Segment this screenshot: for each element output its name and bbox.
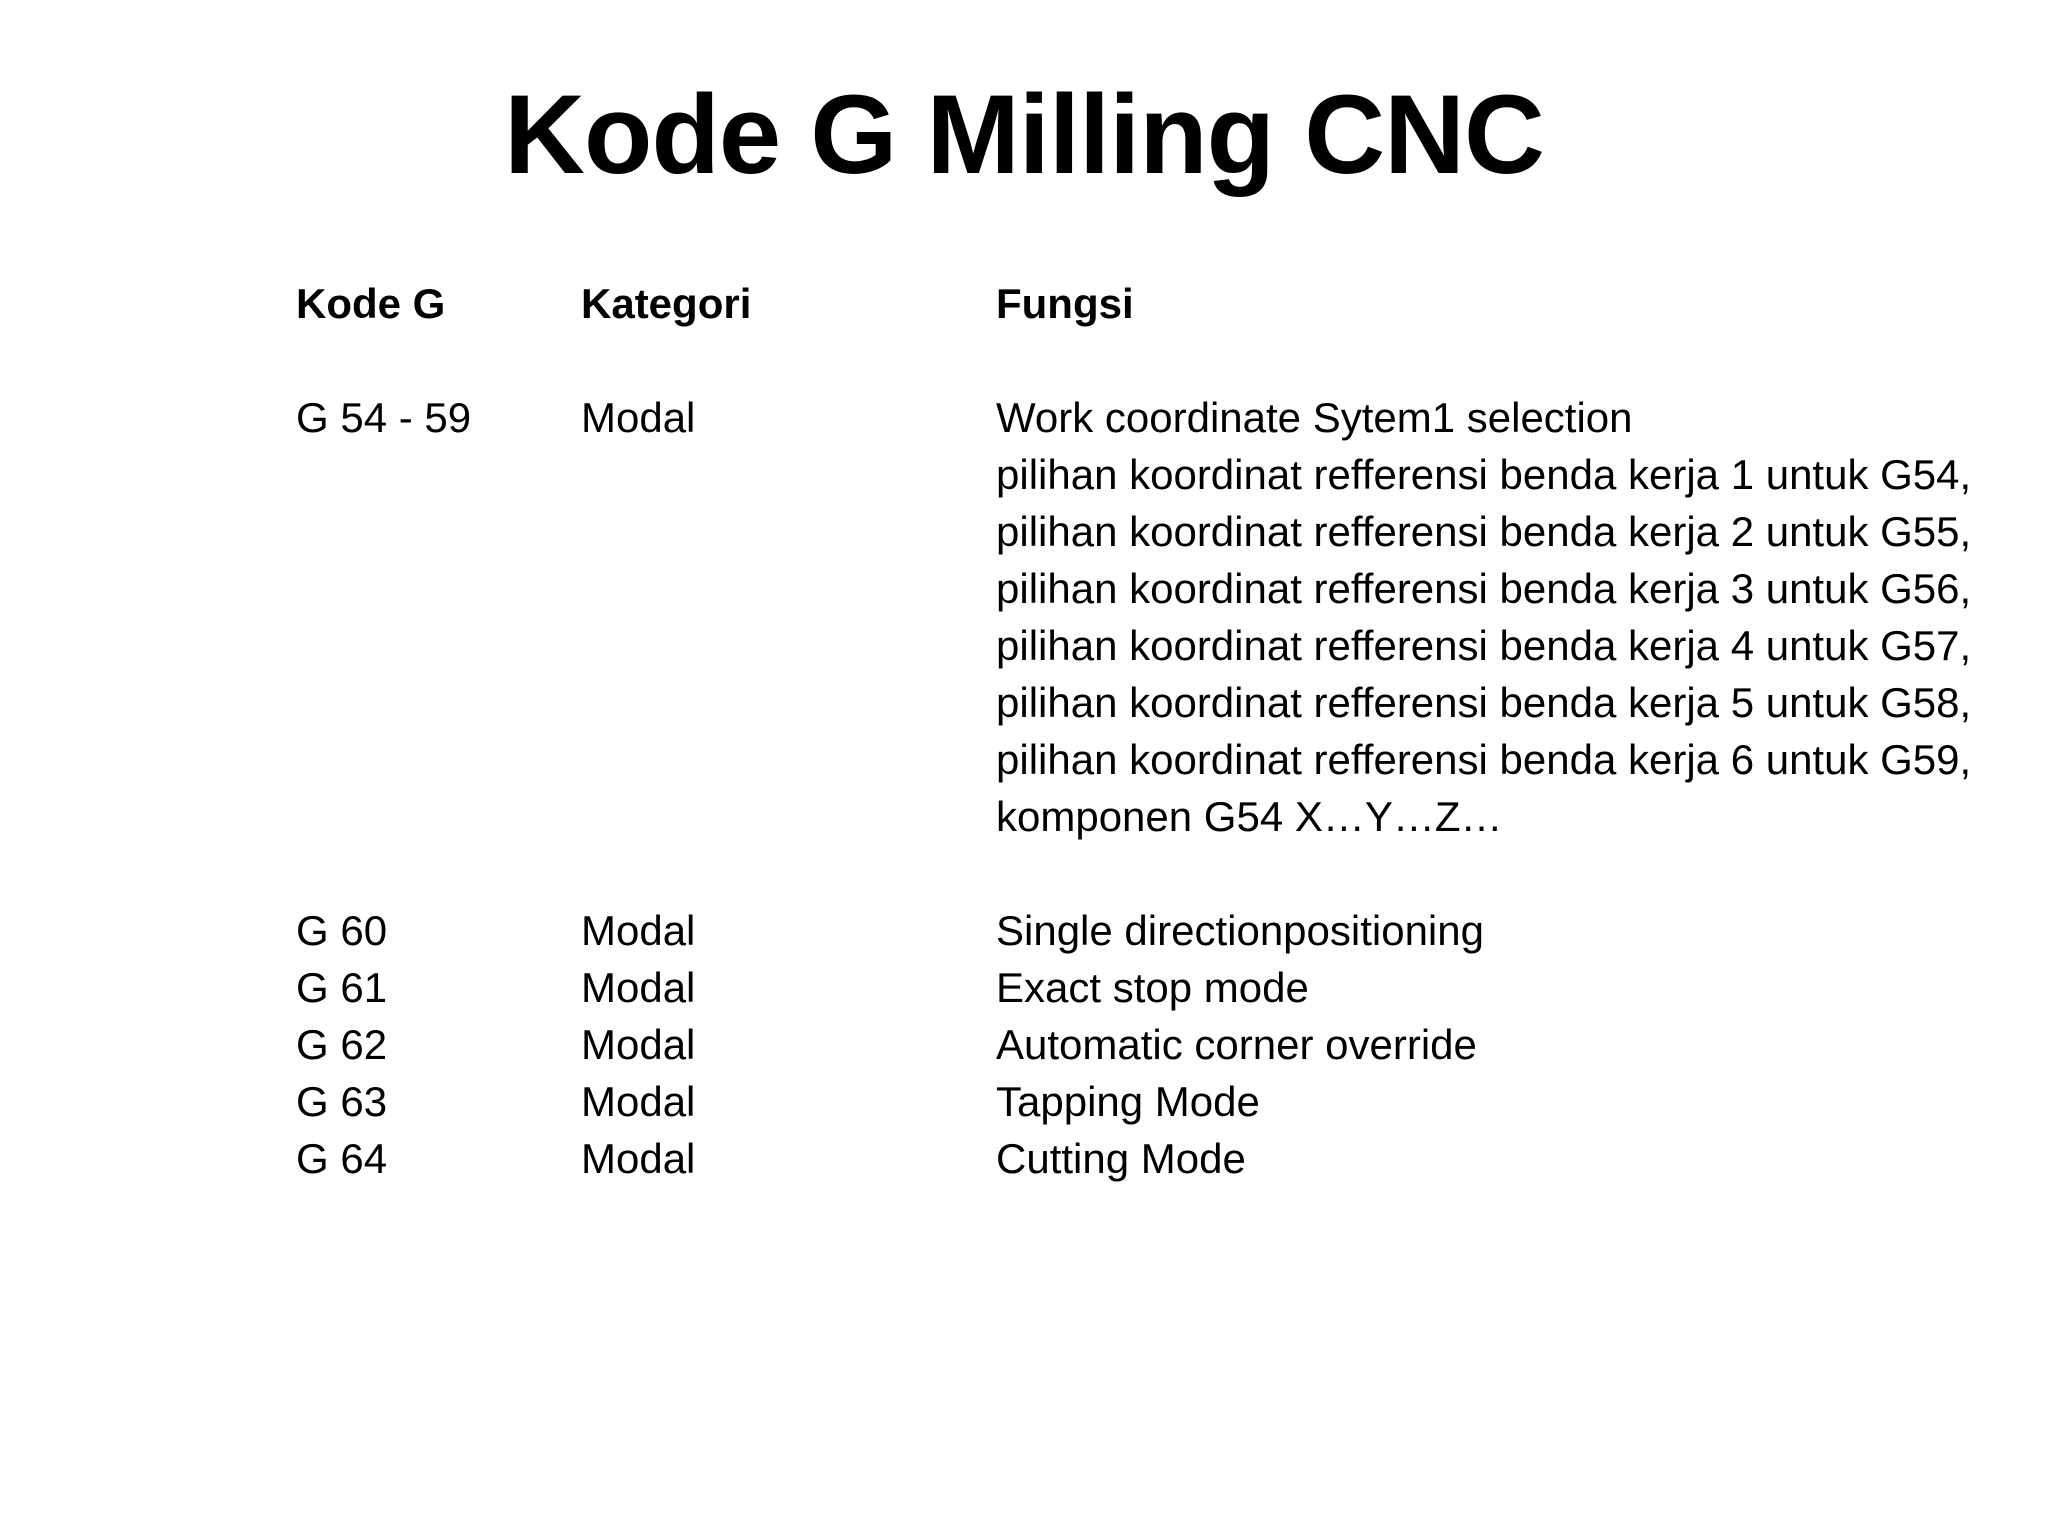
row-category: Modal xyxy=(581,1135,696,1182)
row-function: Tapping Mode xyxy=(996,1078,1260,1125)
row-function: Cutting Mode xyxy=(996,1135,1246,1182)
row-category: Modal xyxy=(581,907,696,954)
rows-code-column xyxy=(296,902,387,1187)
function-line: Work coordinate Sytem1 selection xyxy=(996,394,1633,441)
function-line: pilihan koordinat refferensi benda kerja 3 untuk G56, xyxy=(996,565,1972,612)
function-line: pilihan koordinat refferensi benda kerja 4 untuk G57, xyxy=(996,622,1972,669)
row-function: Automatic corner override xyxy=(996,1021,1477,1068)
function-line: pilihan koordinat refferensi benda kerja 6 untuk G59, xyxy=(996,736,1972,783)
group1-category: Modal xyxy=(581,394,696,441)
row-code: G 60 xyxy=(296,907,388,954)
rows-function-column xyxy=(996,902,1484,1187)
rows-category-column xyxy=(581,902,695,1187)
group1-code: G 54 - 59 xyxy=(296,394,472,441)
row-code: G 62 xyxy=(296,1021,388,1068)
row-function: Single directionpositioning xyxy=(996,907,1484,954)
function-line: pilihan koordinat refferensi benda kerja 1 untuk G54, xyxy=(996,451,1972,498)
header-code: Kode G xyxy=(296,280,446,327)
header-function: Fungsi xyxy=(996,280,1134,327)
group1-function xyxy=(996,389,1971,845)
row-function: Exact stop mode xyxy=(996,964,1309,1011)
header-category: Kategori xyxy=(581,280,752,327)
row-code: G 63 xyxy=(296,1078,388,1125)
row-code: G 61 xyxy=(296,964,388,1011)
row-category: Modal xyxy=(581,1021,696,1068)
row-code: G 64 xyxy=(296,1135,388,1182)
row-category: Modal xyxy=(581,964,696,1011)
slide-title: Kode G Milling CNC xyxy=(504,72,1544,197)
row-category: Modal xyxy=(581,1078,696,1125)
function-line: komponen G54 X…Y…Z… xyxy=(996,793,1503,840)
function-line: pilihan koordinat refferensi benda kerja 5 untuk G58, xyxy=(996,679,1972,726)
function-line: pilihan koordinat refferensi benda kerja 2 untuk G55, xyxy=(996,508,1972,555)
